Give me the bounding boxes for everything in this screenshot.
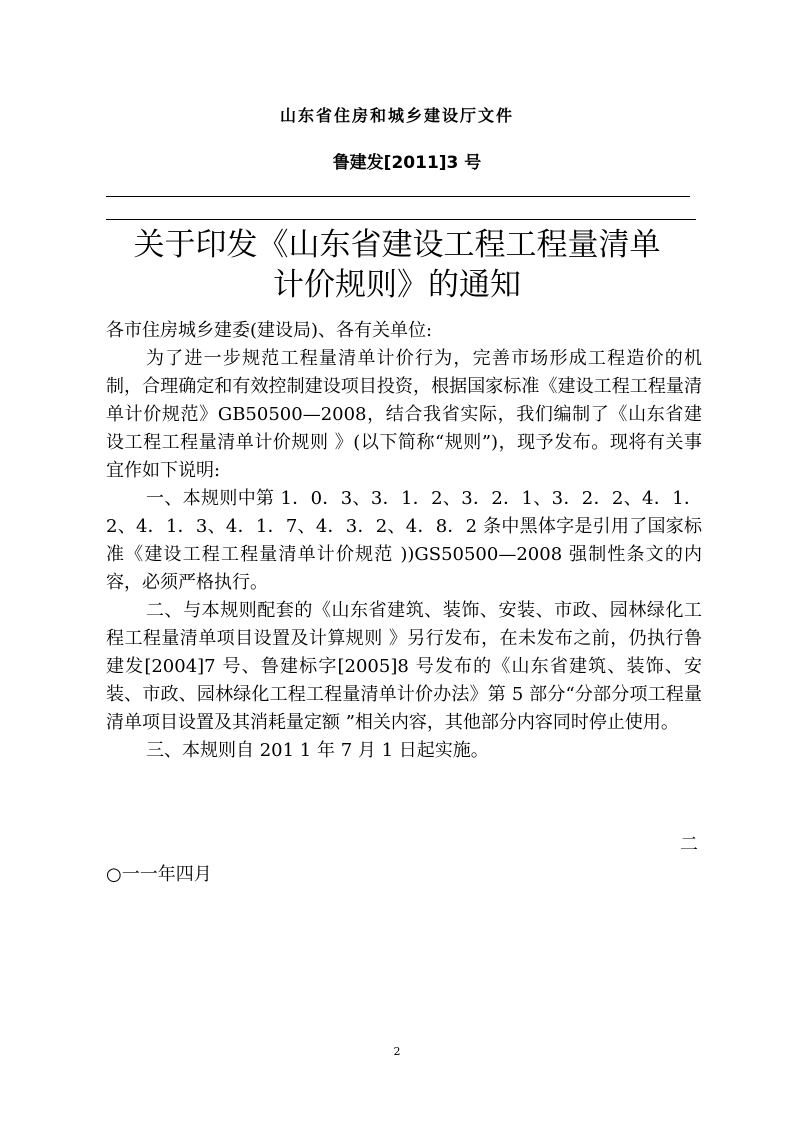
body-paragraph-item-2: 二、与本规则配套的《山东省建筑、装饰、安装、市政、园林绿化工程工程量清单项目设置及计算规则 》另行发布，在未发布之前，仍执行鲁建发[2004]7 号、鲁建标字[2005]8 号发布的《山东省建筑、装饰、安装、市政、园林绿化工程工程量清单计价办法》第 5 部分“分部分项工程量清单项目设置及其消耗量定额 ”相关内容，其他部分内容同时停止使用。: [106, 600, 702, 733]
document-body: [106, 317, 702, 765]
header-divider-bottom: [106, 219, 696, 220]
title-line-2: 计价规则》的通知: [273, 267, 521, 303]
header-divider-top: [106, 196, 690, 197]
issue-date-first-char: 二: [680, 834, 698, 855]
issuing-agency-header: 山东省住房和城乡建设厅文件: [279, 106, 514, 125]
title-line-1: 关于印发《山东省建设工程工程量清单: [133, 227, 661, 263]
body-paragraph-intro: 为了进一步规范工程量清单计价行为，完善市场形成工程造价的机制，合理确定和有效控制建设项目投资，根据国家标准《建设工程工程量清单计价规范》GB50500—2008，结合我省实际，我们编制了《山东省建设工程工程量清单计价规则 》(以下简称“规则”)，现予发布。现将有关事宜作如下说明:: [106, 348, 702, 481]
salutation: 各市住房城乡建委(建设局)、各有关单位:: [106, 320, 433, 341]
document-title: [0, 225, 794, 305]
issue-date: ○一一年四月: [106, 864, 212, 885]
page-number: 2: [393, 1045, 401, 1058]
document-number: 鲁建发[2011]3 号: [332, 153, 482, 173]
body-paragraph-item-3: 三、本规则自 201 1 年 7 月 1 日起实施。: [146, 740, 489, 761]
body-paragraph-item-1: 一、本规则中第 1．0．3、3．1．2、3．2．1、3．2．2、4．1．2、4．1．3、4．1．7、4．3．2、4．8．2 条中黑体字是引用了国家标准《建设工程工程量清单计价规范 ))GS50500—2008 强制性条文的内容，必须严格执行。: [106, 488, 702, 593]
